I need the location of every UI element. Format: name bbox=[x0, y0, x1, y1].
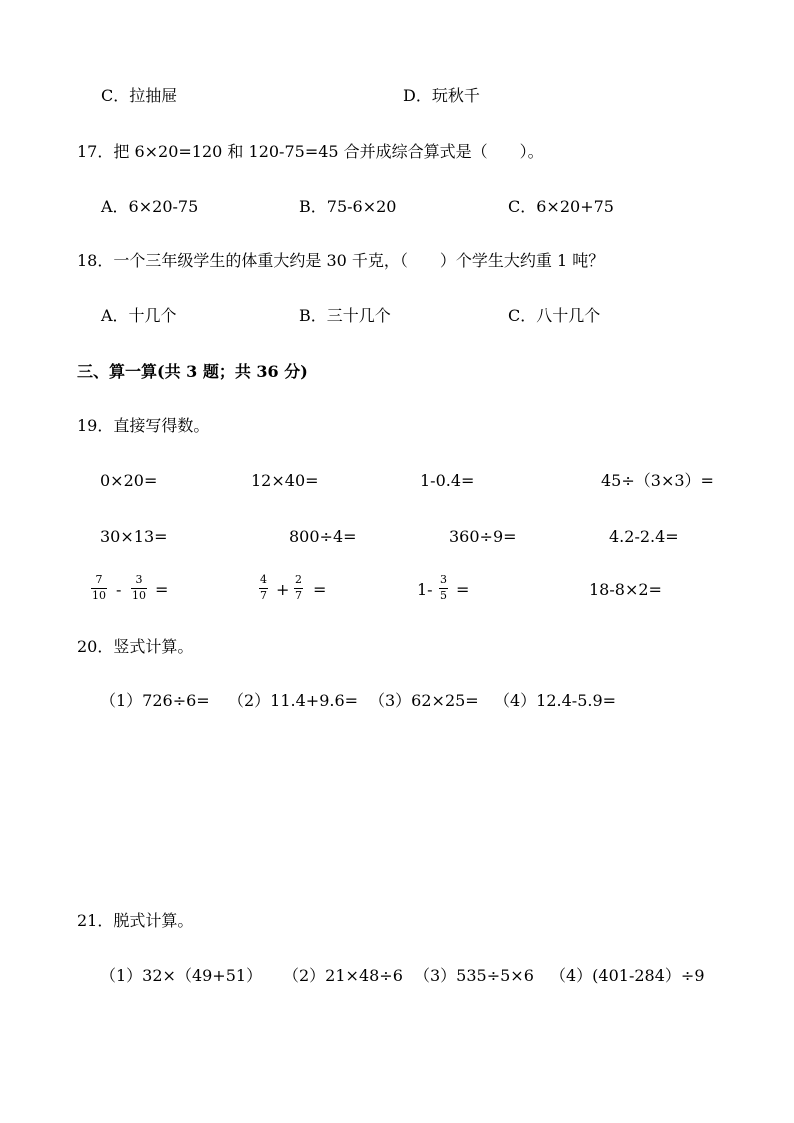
q18-option-a: A．十几个 bbox=[101, 306, 177, 325]
fraction-denominator: 7 bbox=[260, 589, 267, 602]
equals-sign: = bbox=[456, 580, 470, 599]
fraction-numerator: 2 bbox=[295, 573, 302, 586]
q20-stem: 20．竖式计算。 bbox=[77, 637, 194, 656]
fraction-3-10 bbox=[131, 574, 147, 602]
q21-item: （2）21×48÷6 bbox=[283, 966, 403, 985]
q21-item: （1）32×（49+51） bbox=[100, 966, 263, 985]
q19-item: 18-8×2= bbox=[589, 580, 662, 599]
equals-sign: = bbox=[313, 580, 327, 599]
q19-item: 0×20= bbox=[100, 471, 158, 490]
q18-option-b: B．三十几个 bbox=[299, 306, 391, 325]
section-heading: 三、算一算(共 3 题；共 36 分) bbox=[77, 362, 308, 381]
fraction-2-7 bbox=[294, 574, 303, 602]
q17-option-a: A．6×20-75 bbox=[101, 197, 199, 216]
fraction-denominator: 10 bbox=[92, 589, 106, 602]
operator: - bbox=[116, 580, 122, 599]
fraction-4-7 bbox=[259, 574, 268, 602]
q19-item-lead: 1- bbox=[417, 580, 433, 599]
fraction-7-10 bbox=[91, 574, 107, 602]
q16-option-c: C．拉抽屉 bbox=[101, 86, 178, 105]
q17-option-c: C．6×20+75 bbox=[508, 197, 614, 216]
fraction-numerator: 7 bbox=[95, 573, 103, 586]
q19-item: 360÷9= bbox=[449, 527, 517, 546]
fraction-numerator: 3 bbox=[135, 573, 143, 586]
q19-item: 12×40= bbox=[251, 471, 319, 490]
fraction-denominator: 7 bbox=[295, 589, 302, 602]
fraction-denominator: 5 bbox=[440, 589, 447, 602]
fraction-denominator: 10 bbox=[132, 589, 146, 602]
q20-item: （2）11.4+9.6= bbox=[228, 691, 359, 710]
q19-item: 30×13= bbox=[100, 527, 168, 546]
q18-stem: 18．一个三年级学生的体重大约是 30 千克，（ ）个学生大约重 1 吨？ bbox=[77, 251, 605, 270]
q19-item: 1-0.4= bbox=[420, 471, 475, 490]
q19-item: 800÷4= bbox=[289, 527, 357, 546]
q20-item: （1）726÷6= bbox=[100, 691, 210, 710]
q17-stem: 17．把 6×20=120 和 120-75=45 合并成综合算式是（ ）。 bbox=[77, 142, 544, 161]
q16-option-d: D．玩秋千 bbox=[403, 86, 480, 105]
q19-item: 45÷（3×3）= bbox=[601, 471, 714, 490]
q17-option-b: B．75-6×20 bbox=[299, 197, 397, 216]
fraction-numerator: 4 bbox=[260, 573, 267, 586]
q20-item: （3）62×25= bbox=[369, 691, 479, 710]
fraction-3-5 bbox=[439, 574, 448, 602]
q18-option-c: C．八十几个 bbox=[508, 306, 601, 325]
equals-sign: = bbox=[155, 580, 169, 599]
operator: + bbox=[276, 580, 290, 599]
q21-item: （3）535÷5×6 bbox=[414, 966, 534, 985]
q21-item: （4）(401-284）÷9 bbox=[550, 966, 705, 985]
q20-item: （4）12.4-5.9= bbox=[494, 691, 617, 710]
q21-stem: 21．脱式计算。 bbox=[77, 911, 194, 930]
fraction-numerator: 3 bbox=[440, 573, 447, 586]
q19-stem: 19．直接写得数。 bbox=[77, 416, 210, 435]
q19-item: 4.2-2.4= bbox=[609, 527, 679, 546]
